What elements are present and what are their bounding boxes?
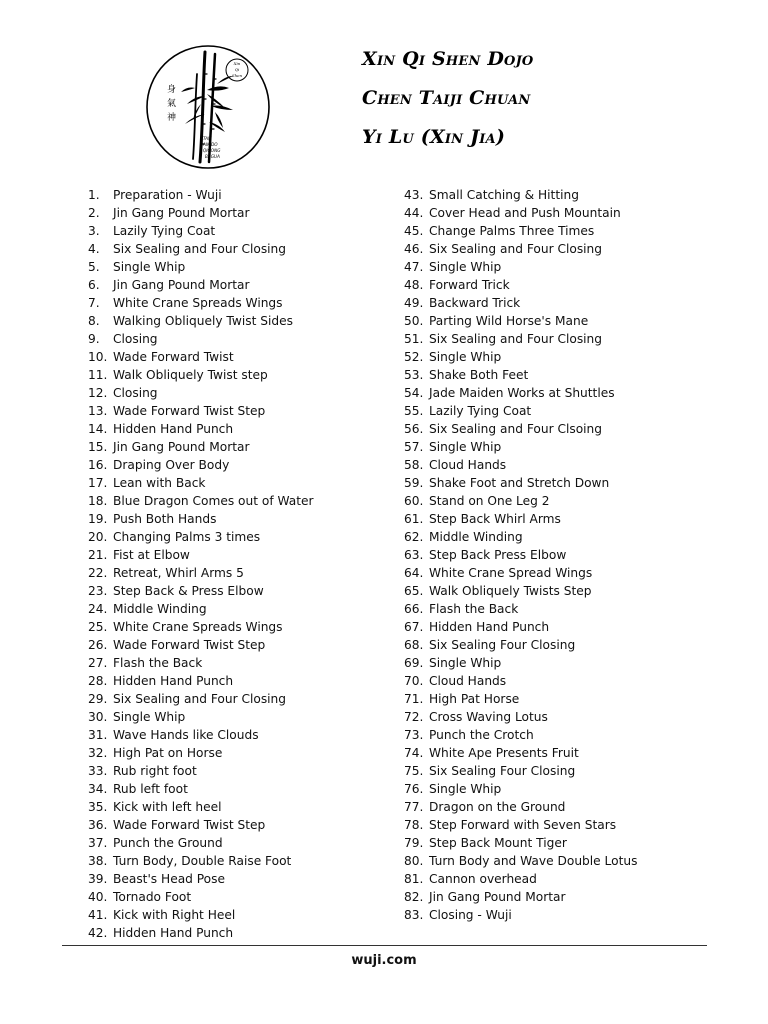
item-label: Rub left foot [113, 782, 188, 796]
item-label: Six Sealing and Four Closing [429, 242, 603, 256]
list-item [88, 708, 378, 726]
svg-text:神: 神 [167, 113, 177, 123]
item-label: Wade Forward Twist Step [113, 638, 266, 652]
item-label: Parting Wild Horse's Mane [429, 314, 589, 328]
list-item [404, 528, 734, 546]
item-label: Single Whip [429, 350, 502, 364]
list-item [88, 888, 378, 906]
list-item [88, 744, 378, 762]
item-label: Jin Gang Pound Mortar [429, 890, 566, 904]
item-label: Step Back Mount Tiger [429, 836, 567, 850]
item-label: Flash the Back [429, 602, 519, 616]
item-number: 24. [88, 602, 108, 616]
item-number: 13. [88, 404, 108, 418]
title-block [362, 50, 742, 167]
svg-text:QIGONG: QIGONG [203, 148, 221, 153]
list-item [88, 474, 378, 492]
item-label: Turn Body and Wave Double Lotus [429, 854, 638, 868]
list-item [404, 276, 734, 294]
item-number: 49. [404, 296, 424, 310]
svg-text:AIKIDO: AIKIDO [203, 142, 218, 147]
item-label: Single Whip [429, 260, 502, 274]
item-number: 43. [404, 188, 424, 202]
list-item [404, 366, 734, 384]
item-number: 6. [88, 278, 100, 292]
item-number: 1. [88, 188, 100, 202]
item-number: 20. [88, 530, 108, 544]
item-label: Hidden Hand Punch [429, 620, 550, 634]
list-item [404, 618, 734, 636]
list-item [404, 780, 734, 798]
item-number: 67. [404, 620, 424, 634]
item-number: 28. [88, 674, 108, 688]
item-number: 31. [88, 728, 108, 742]
list-item [88, 330, 378, 348]
item-number: 55. [404, 404, 424, 418]
style-title: Chen Taiji Chuan [362, 87, 531, 109]
list-item [404, 402, 734, 420]
item-label: Walk Obliquely Twists Step [429, 584, 592, 598]
item-label: Cloud Hands [429, 458, 507, 472]
list-item [404, 204, 734, 222]
item-label: Cloud Hands [429, 674, 507, 688]
item-label: White Crane Spread Wings [429, 566, 593, 580]
item-label: Wade Forward Twist Step [113, 818, 266, 832]
item-label: Closing [113, 332, 158, 346]
item-number: 56. [404, 422, 424, 436]
item-number: 42. [88, 926, 108, 940]
item-label: Walk Obliquely Twist step [113, 368, 268, 382]
item-label: Closing - Wuji [429, 908, 512, 922]
list-item [88, 870, 378, 888]
list-item [88, 456, 378, 474]
list-item [88, 690, 378, 708]
list-item [88, 384, 378, 402]
footer-divider [62, 945, 707, 946]
item-label: Small Catching & Hitting [429, 188, 579, 202]
list-item [88, 924, 378, 942]
item-label: Shake Both Feet [429, 368, 529, 382]
item-number: 52. [404, 350, 424, 364]
item-label: Hidden Hand Punch [113, 926, 234, 940]
item-label: Jade Maiden Works at Shuttles [429, 386, 615, 400]
list-item [404, 312, 734, 330]
list-item [404, 852, 734, 870]
bamboo-logo-icon [145, 44, 271, 170]
list-item [88, 186, 378, 204]
list-item [88, 636, 378, 654]
item-label: Six Sealing and Four Closing [429, 332, 603, 346]
item-label: Kick with left heel [113, 800, 222, 814]
item-number: 7. [88, 296, 100, 310]
list-item [404, 258, 734, 276]
footer-site: wuji.com [351, 953, 417, 968]
list-item [88, 672, 378, 690]
item-number: 33. [88, 764, 108, 778]
item-label: Walking Obliquely Twist Sides [113, 314, 293, 328]
item-label: Six Sealing Four Closing [429, 764, 576, 778]
item-number: 75. [404, 764, 424, 778]
item-number: 8. [88, 314, 100, 328]
item-number: 30. [88, 710, 108, 724]
list-item [88, 780, 378, 798]
item-label: Middle Winding [429, 530, 523, 544]
item-number: 9. [88, 332, 100, 346]
list-item [88, 312, 378, 330]
list-item [88, 510, 378, 528]
item-number: 39. [88, 872, 108, 886]
item-number: 44. [404, 206, 424, 220]
item-label: Middle Winding [113, 602, 207, 616]
item-number: 19. [88, 512, 108, 526]
list-item [404, 636, 734, 654]
item-number: 77. [404, 800, 424, 814]
item-number: 2. [88, 206, 100, 220]
item-number: 37. [88, 836, 108, 850]
item-label: Step Back Press Elbow [429, 548, 567, 562]
item-number: 72. [404, 710, 424, 724]
item-label: White Crane Spreads Wings [113, 620, 283, 634]
item-number: 3. [88, 224, 100, 238]
list-item [88, 726, 378, 744]
item-label: Lean with Back [113, 476, 206, 490]
list-item [404, 906, 734, 924]
list-item [88, 762, 378, 780]
item-number: 51. [404, 332, 424, 346]
item-number: 22. [88, 566, 108, 580]
list-item [88, 654, 378, 672]
item-number: 10. [88, 350, 108, 364]
item-label: Wade Forward Twist Step [113, 404, 266, 418]
list-item [404, 384, 734, 402]
item-number: 78. [404, 818, 424, 832]
item-label: Changing Palms 3 times [113, 530, 261, 544]
list-item [88, 276, 378, 294]
item-number: 74. [404, 746, 424, 760]
item-number: 40. [88, 890, 108, 904]
item-number: 59. [404, 476, 424, 490]
list-item [404, 672, 734, 690]
item-number: 68. [404, 638, 424, 652]
item-number: 82. [404, 890, 424, 904]
item-number: 73. [404, 728, 424, 742]
list-item [404, 492, 734, 510]
svg-text:Xin: Xin [233, 61, 241, 66]
list-item [88, 852, 378, 870]
item-number: 35. [88, 800, 108, 814]
list-item [404, 240, 734, 258]
list-item [404, 222, 734, 240]
list-item [404, 600, 734, 618]
item-number: 34. [88, 782, 108, 796]
item-label: Closing [113, 386, 158, 400]
svg-text:BAGUA: BAGUA [205, 154, 220, 159]
item-number: 23. [88, 584, 108, 598]
item-number: 4. [88, 242, 100, 256]
item-label: Single Whip [429, 440, 502, 454]
item-label: Jin Gang Pound Mortar [113, 278, 250, 292]
item-number: 15. [88, 440, 108, 454]
item-label: Six Sealing Four Closing [429, 638, 576, 652]
list-item [404, 420, 734, 438]
item-number: 36. [88, 818, 108, 832]
list-item [88, 492, 378, 510]
list-item [404, 186, 734, 204]
list-item [404, 744, 734, 762]
item-label: White Ape Presents Fruit [429, 746, 579, 760]
item-label: High Pat on Horse [113, 746, 223, 760]
svg-text:氣: 氣 [167, 99, 177, 109]
item-number: 63. [404, 548, 424, 562]
item-label: Lazily Tying Coat [429, 404, 532, 418]
item-label: Kick with Right Heel [113, 908, 236, 922]
list-item [404, 690, 734, 708]
item-number: 61. [404, 512, 424, 526]
form-title: Yi Lu (Xin Jia) [362, 126, 506, 148]
list-item [88, 294, 378, 312]
item-label: Dragon on the Ground [429, 800, 566, 814]
item-label: Backward Trick [429, 296, 521, 310]
item-label: Wave Hands like Clouds [113, 728, 259, 742]
movement-list-left [88, 186, 378, 942]
list-item [404, 654, 734, 672]
item-label: Change Palms Three Times [429, 224, 595, 238]
item-number: 76. [404, 782, 424, 796]
list-item [88, 564, 378, 582]
item-number: 79. [404, 836, 424, 850]
item-label: Tornado Foot [113, 890, 192, 904]
dojo-title: Xin Qi Shen Dojo [362, 48, 534, 70]
item-number: 17. [88, 476, 108, 490]
item-label: Wade Forward Twist [113, 350, 234, 364]
item-label: Jin Gang Pound Mortar [113, 206, 250, 220]
item-number: 16. [88, 458, 108, 472]
item-label: Six Sealing and Four Closing [113, 692, 287, 706]
item-number: 41. [88, 908, 108, 922]
item-number: 50. [404, 314, 424, 328]
list-item [88, 816, 378, 834]
item-label: Lazily Tying Coat [113, 224, 216, 238]
item-number: 47. [404, 260, 424, 274]
item-label: Stand on One Leg 2 [429, 494, 550, 508]
item-label: Draping Over Body [113, 458, 230, 472]
svg-text:身: 身 [167, 85, 177, 95]
item-number: 57. [404, 440, 424, 454]
item-number: 64. [404, 566, 424, 580]
item-label: Cannon overhead [429, 872, 537, 886]
item-number: 45. [404, 224, 424, 238]
list-item [404, 726, 734, 744]
item-label: Step Back Whirl Arms [429, 512, 561, 526]
item-number: 60. [404, 494, 424, 508]
item-label: Punch the Crotch [429, 728, 534, 742]
item-label: Shake Foot and Stretch Down [429, 476, 610, 490]
item-number: 71. [404, 692, 424, 706]
list-item [88, 798, 378, 816]
list-item [404, 708, 734, 726]
item-number: 46. [404, 242, 424, 256]
list-item [404, 870, 734, 888]
item-label: Single Whip [113, 260, 186, 274]
item-number: 14. [88, 422, 108, 436]
item-label: Push Both Hands [113, 512, 217, 526]
item-label: Single Whip [113, 710, 186, 724]
item-number: 38. [88, 854, 108, 868]
list-item [88, 834, 378, 852]
list-item [88, 222, 378, 240]
item-label: High Pat Horse [429, 692, 520, 706]
list-item [88, 528, 378, 546]
item-label: Single Whip [429, 782, 502, 796]
list-item [404, 438, 734, 456]
item-number: 27. [88, 656, 108, 670]
item-label: Six Sealing and Four Clsoing [429, 422, 603, 436]
item-number: 58. [404, 458, 424, 472]
list-item [404, 582, 734, 600]
list-item [404, 474, 734, 492]
item-label: Preparation - Wuji [113, 188, 222, 202]
list-item [404, 762, 734, 780]
item-label: Retreat, Whirl Arms 5 [113, 566, 244, 580]
item-label: Punch the Ground [113, 836, 223, 850]
item-label: Flash the Back [113, 656, 203, 670]
svg-text:TAIJI: TAIJI [203, 136, 212, 141]
item-number: 66. [404, 602, 424, 616]
list-item [404, 564, 734, 582]
list-item [404, 888, 734, 906]
item-label: Step Back & Press Elbow [113, 584, 264, 598]
list-item [88, 618, 378, 636]
list-item [404, 798, 734, 816]
item-number: 80. [404, 854, 424, 868]
list-item [88, 258, 378, 276]
item-label: Six Sealing and Four Closing [113, 242, 287, 256]
list-item [404, 294, 734, 312]
list-item [404, 510, 734, 528]
list-item [88, 600, 378, 618]
item-label: Cross Waving Lotus [429, 710, 548, 724]
list-item [404, 348, 734, 366]
item-label: Jin Gang Pound Mortar [113, 440, 250, 454]
list-item [88, 438, 378, 456]
item-number: 5. [88, 260, 100, 274]
list-item [88, 204, 378, 222]
item-label: Cover Head and Push Mountain [429, 206, 621, 220]
list-item [88, 420, 378, 438]
item-label: Beast's Head Pose [113, 872, 225, 886]
list-item [404, 330, 734, 348]
item-label: White Crane Spreads Wings [113, 296, 283, 310]
item-label: Blue Dragon Comes out of Water [113, 494, 314, 508]
item-label: Fist at Elbow [113, 548, 190, 562]
item-number: 69. [404, 656, 424, 670]
item-number: 21. [88, 548, 108, 562]
item-label: Step Forward with Seven Stars [429, 818, 617, 832]
item-label: Turn Body, Double Raise Foot [113, 854, 292, 868]
list-item [88, 348, 378, 366]
item-number: 12. [88, 386, 108, 400]
list-item [88, 546, 378, 564]
list-item [404, 816, 734, 834]
list-item [88, 582, 378, 600]
svg-text:Qi: Qi [234, 67, 240, 72]
item-number: 53. [404, 368, 424, 382]
item-number: 81. [404, 872, 424, 886]
item-number: 48. [404, 278, 424, 292]
item-number: 32. [88, 746, 108, 760]
item-number: 62. [404, 530, 424, 544]
item-label: Forward Trick [429, 278, 510, 292]
item-label: Hidden Hand Punch [113, 674, 234, 688]
list-item [88, 366, 378, 384]
item-number: 83. [404, 908, 424, 922]
svg-text:Shen: Shen [231, 73, 243, 78]
item-number: 18. [88, 494, 108, 508]
list-item [404, 834, 734, 852]
item-number: 26. [88, 638, 108, 652]
list-item [88, 240, 378, 258]
item-number: 29. [88, 692, 108, 706]
item-number: 11. [88, 368, 108, 382]
movement-list-right [404, 186, 734, 924]
list-item [88, 402, 378, 420]
item-label: Rub right foot [113, 764, 197, 778]
item-number: 65. [404, 584, 424, 598]
item-number: 54. [404, 386, 424, 400]
item-label: Hidden Hand Punch [113, 422, 234, 436]
list-item [404, 456, 734, 474]
item-label: Single Whip [429, 656, 502, 670]
list-item [88, 906, 378, 924]
item-number: 25. [88, 620, 108, 634]
list-item [404, 546, 734, 564]
item-number: 70. [404, 674, 424, 688]
